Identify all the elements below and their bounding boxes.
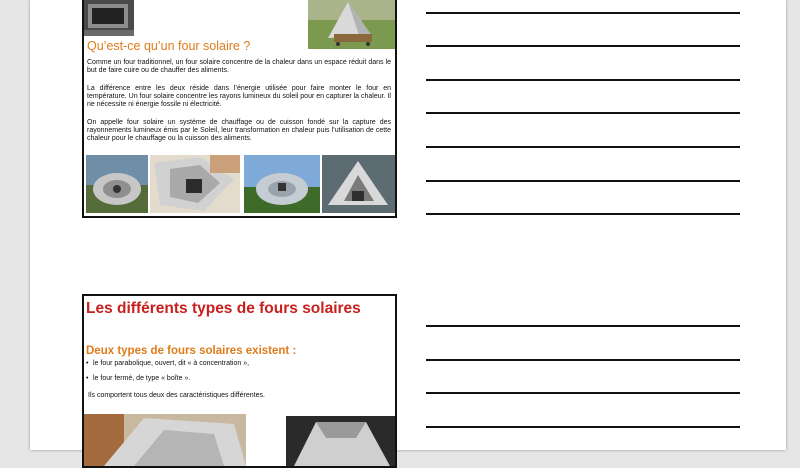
note-line (426, 12, 740, 14)
parabolic-oven-photo (84, 414, 246, 466)
parabolic-cooker-photo-2 (150, 155, 240, 213)
slide-solar-oven-types (82, 294, 397, 468)
solar-box-oven-photo-top-right (308, 0, 395, 49)
note-line (426, 112, 740, 114)
note-line (426, 146, 740, 148)
note-line (426, 325, 740, 327)
parabolic-cooker-photo-3 (244, 155, 320, 213)
note-line (426, 79, 740, 81)
oven-types-list (86, 360, 249, 390)
solar-oven-photo-top-left (84, 0, 134, 36)
paragraph-3: On appelle four solaire un système de chauffage ou de cuisson fondé sur la capture des rayonnements lumineux émis par le Soleil, leur transformation en chaleur puis l’utilisation de cette chaleur pour le chauffage ou la cuisson des aliments. (87, 119, 391, 143)
slide-title: Les différents types de fours solaires (86, 300, 361, 317)
parabolic-cooker-photo-1 (86, 155, 148, 213)
box-type-oven-photo (286, 416, 395, 466)
note-line (426, 392, 740, 394)
note-line (426, 180, 740, 182)
section-heading: Qu’est-ce qu’un four solaire ? (87, 39, 251, 53)
slide-what-is-solar-oven (82, 0, 397, 218)
box-oven-photo (322, 155, 395, 213)
slide-subtitle: Deux types de fours solaires existent : (86, 345, 297, 357)
note-line (426, 359, 740, 361)
note-line (426, 213, 740, 215)
slide-note: Ils comportent tous deux des caractéristiques différentes. (88, 392, 265, 399)
paragraph-1: Comme un four traditionnel, un four solaire concentre de la chaleur dans un espace réduit dans le but de faire cuire ou de chauffer des aliments. (87, 59, 391, 75)
note-line (426, 426, 740, 428)
note-line (426, 45, 740, 47)
paragraph-2: La différence entre les deux réside dans l’énergie utilisée pour faire monter le four en température. Un four solaire concentre les rayons lumineux du soleil pour en capturer la chaleur. Il ne nécessite ni énergie fossile ni électricité. (87, 85, 391, 109)
document-page (30, 0, 786, 450)
list-item: • le four fermé, de type « boîte ». (86, 375, 191, 382)
list-item: • le four parabolique, ouvert, dit « à concentration », (86, 360, 250, 367)
